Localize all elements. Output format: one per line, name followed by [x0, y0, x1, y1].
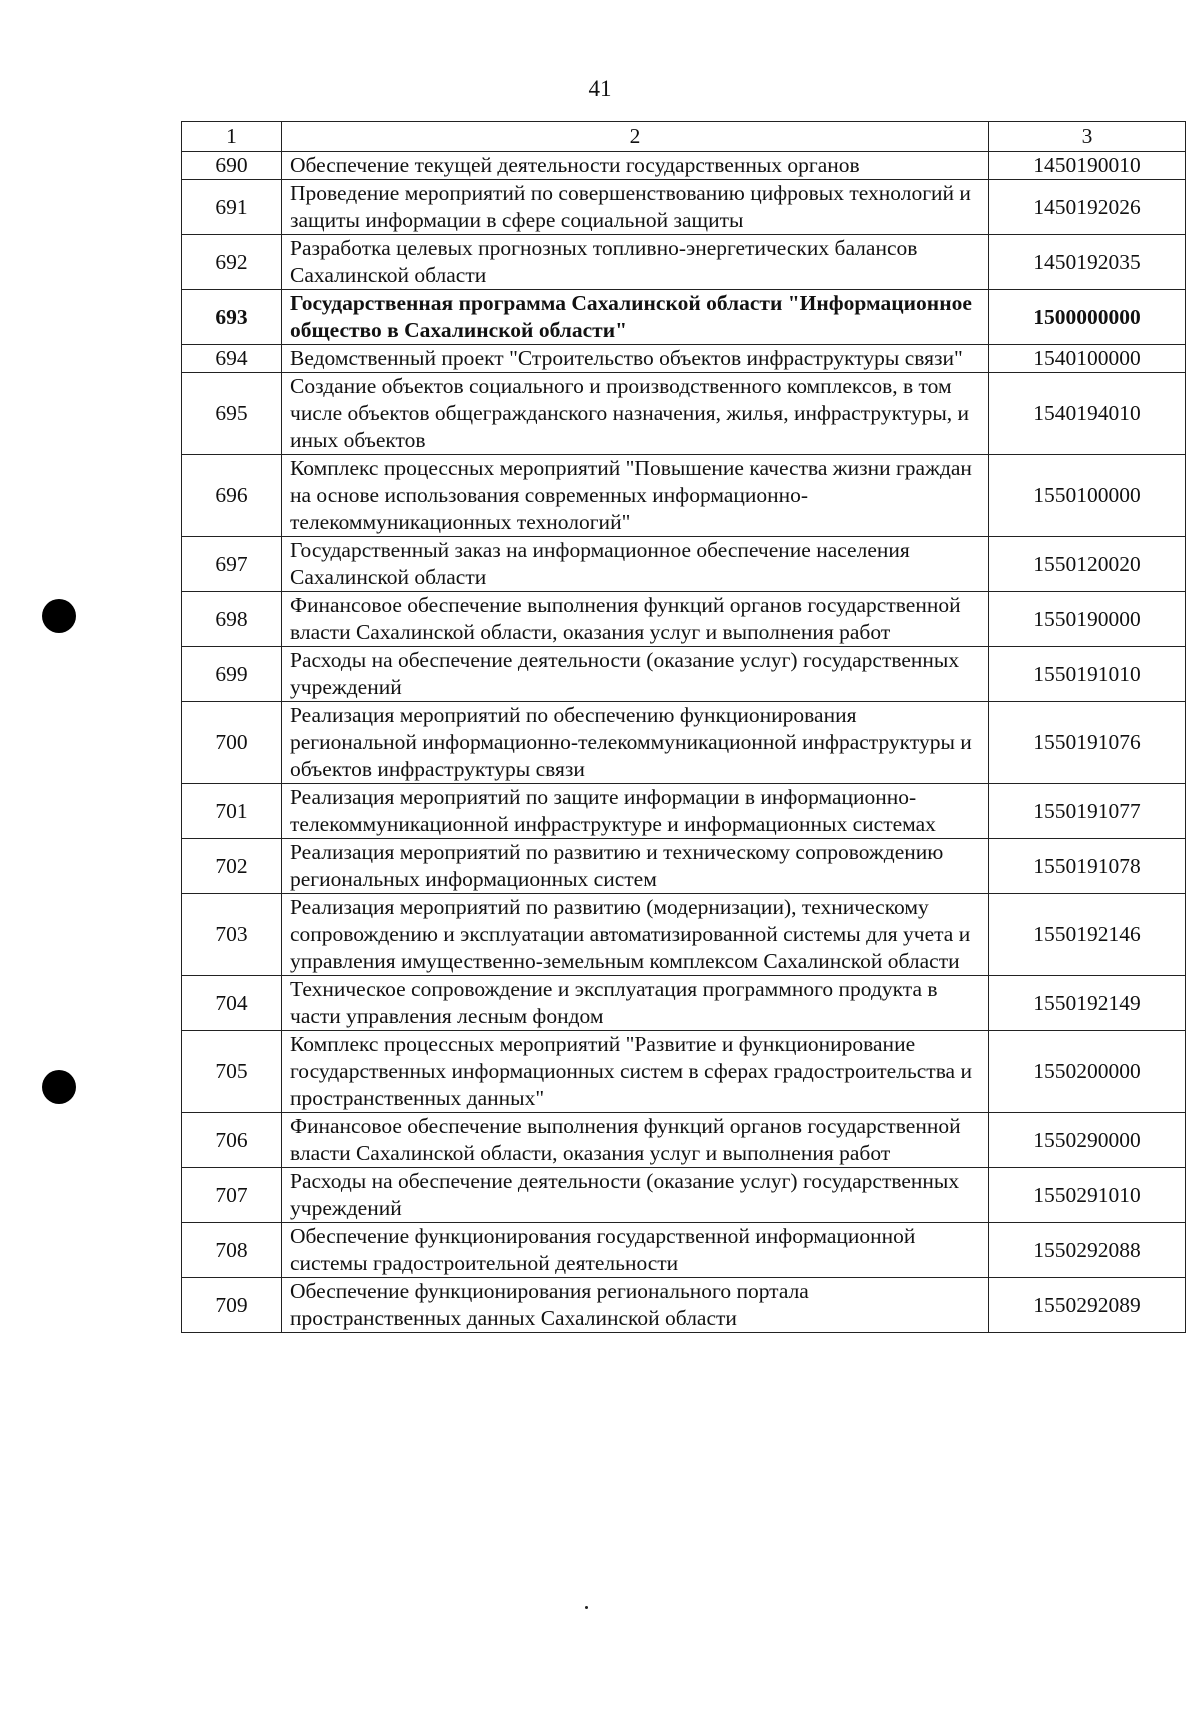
table-row: [182, 152, 1186, 180]
header-col-3: 3: [989, 122, 1186, 152]
table-row: [182, 1113, 1186, 1168]
row-code-cell: 1550191078: [989, 839, 1186, 894]
table-row: [182, 345, 1186, 373]
row-code-cell: 1550292088: [989, 1223, 1186, 1278]
row-name-cell: Государственный заказ на информационное обеспечение населения Сахалинской области: [282, 537, 989, 592]
row-number-cell: 709: [182, 1278, 282, 1333]
row-number-cell: 700: [182, 702, 282, 784]
row-number-cell: 705: [182, 1031, 282, 1113]
table-row: [182, 784, 1186, 839]
header-col-1: 1: [182, 122, 282, 152]
punch-hole-bottom: [42, 1070, 76, 1104]
row-code-cell: 1450192035: [989, 235, 1186, 290]
row-code-cell: 1550191010: [989, 647, 1186, 702]
row-number-cell: 701: [182, 784, 282, 839]
row-number-cell: 693: [182, 290, 282, 345]
row-name-cell: Реализация мероприятий по развитию (модернизации), техническому сопровождению и эксплуатации автоматизированной системы для учета и управления имущественно-земельным комплексом Сахалинской области: [282, 894, 989, 976]
table-header-row: [182, 122, 1186, 152]
table-row: [182, 1223, 1186, 1278]
row-code-cell: 1540100000: [989, 345, 1186, 373]
row-code-cell: 1550290000: [989, 1113, 1186, 1168]
table-row: [182, 894, 1186, 976]
row-number-cell: 704: [182, 976, 282, 1031]
table-row: [182, 839, 1186, 894]
row-code-cell: 1550100000: [989, 455, 1186, 537]
row-name-cell: Реализация мероприятий по обеспечению функционирования региональной информационно-телекоммуникационной инфраструктуры и объектов инфраструктуры связи: [282, 702, 989, 784]
table-body: [182, 122, 1186, 1333]
row-name-cell: Комплекс процессных мероприятий "Развитие и функционирование государственных информационных систем в сферах градостроительства и пространственных данных": [282, 1031, 989, 1113]
row-number-cell: 697: [182, 537, 282, 592]
row-name-cell: Обеспечение функционирования регионального портала пространственных данных Сахалинской области: [282, 1278, 989, 1333]
table-row: [182, 235, 1186, 290]
row-code-cell: 1550120020: [989, 537, 1186, 592]
row-code-cell: 1550200000: [989, 1031, 1186, 1113]
table-row: [182, 592, 1186, 647]
page-number: 41: [588, 76, 612, 101]
row-number-cell: 696: [182, 455, 282, 537]
row-number-cell: 698: [182, 592, 282, 647]
row-name-cell: Реализация мероприятий по защите информации в информационно-телекоммуникационной инфраструктуре и информационных системах: [282, 784, 989, 839]
row-code-cell: 1450190010: [989, 152, 1186, 180]
row-number-cell: 702: [182, 839, 282, 894]
row-name-cell: Создание объектов социального и производственного комплексов, в том числе объектов общегражданского назначения, жилья, инфраструктуры, и иных объектов: [282, 373, 989, 455]
punch-hole-top: [42, 599, 76, 633]
row-name-cell: Ведомственный проект "Строительство объектов инфраструктуры связи": [282, 345, 989, 373]
table-row: [182, 1168, 1186, 1223]
row-name-cell: Техническое сопровождение и эксплуатация программного продукта в части управления лесным фондом: [282, 976, 989, 1031]
table-row: [182, 702, 1186, 784]
table-row: [182, 455, 1186, 537]
row-code-cell: 1550192149: [989, 976, 1186, 1031]
row-name-cell: Расходы на обеспечение деятельности (оказание услуг) государственных учреждений: [282, 647, 989, 702]
row-name-cell: Проведение мероприятий по совершенствованию цифровых технологий и защиты информации в сфере социальной защиты: [282, 180, 989, 235]
header-col-2: 2: [282, 122, 989, 152]
row-code-cell: 1550292089: [989, 1278, 1186, 1333]
row-number-cell: 703: [182, 894, 282, 976]
row-name-cell: Обеспечение функционирования государственной информационной системы градостроительной деятельности: [282, 1223, 989, 1278]
table-row: [182, 1278, 1186, 1333]
table-row: [182, 647, 1186, 702]
row-number-cell: 691: [182, 180, 282, 235]
row-number-cell: 694: [182, 345, 282, 373]
row-code-cell: 1540194010: [989, 373, 1186, 455]
row-number-cell: 699: [182, 647, 282, 702]
row-name-cell: Финансовое обеспечение выполнения функций органов государственной власти Сахалинской области, оказания услуг и выполнения работ: [282, 592, 989, 647]
table-row: [182, 1031, 1186, 1113]
row-name-cell: Комплекс процессных мероприятий "Повышение качества жизни граждан на основе использования современных информационно-телекоммуникационных технологий": [282, 455, 989, 537]
row-name-cell: Реализация мероприятий по развитию и техническому сопровождению региональных информационных систем: [282, 839, 989, 894]
row-code-cell: 1550192146: [989, 894, 1186, 976]
row-code-cell: 1450192026: [989, 180, 1186, 235]
row-code-cell: 1550191076: [989, 702, 1186, 784]
row-number-cell: 707: [182, 1168, 282, 1223]
row-name-cell: Разработка целевых прогнозных топливно-энергетических балансов Сахалинской области: [282, 235, 989, 290]
table-row: [182, 537, 1186, 592]
row-number-cell: 692: [182, 235, 282, 290]
row-code-cell: 1500000000: [989, 290, 1186, 345]
row-number-cell: 695: [182, 373, 282, 455]
table-row: [182, 976, 1186, 1031]
row-number-cell: 708: [182, 1223, 282, 1278]
scan-speck: [585, 1606, 588, 1609]
row-code-cell: 1550291010: [989, 1168, 1186, 1223]
budget-classification-table: [181, 121, 1186, 1333]
row-name-cell: Обеспечение текущей деятельности государственных органов: [282, 152, 989, 180]
row-name-cell: Финансовое обеспечение выполнения функций органов государственной власти Сахалинской области, оказания услуг и выполнения работ: [282, 1113, 989, 1168]
table-row: [182, 180, 1186, 235]
table-row: [182, 290, 1186, 345]
row-code-cell: 1550191077: [989, 784, 1186, 839]
row-number-cell: 706: [182, 1113, 282, 1168]
row-number-cell: 690: [182, 152, 282, 180]
row-code-cell: 1550190000: [989, 592, 1186, 647]
row-name-cell: Государственная программа Сахалинской области "Информационное общество в Сахалинской области": [282, 290, 989, 345]
row-name-cell: Расходы на обеспечение деятельности (оказание услуг) государственных учреждений: [282, 1168, 989, 1223]
table-row: [182, 373, 1186, 455]
